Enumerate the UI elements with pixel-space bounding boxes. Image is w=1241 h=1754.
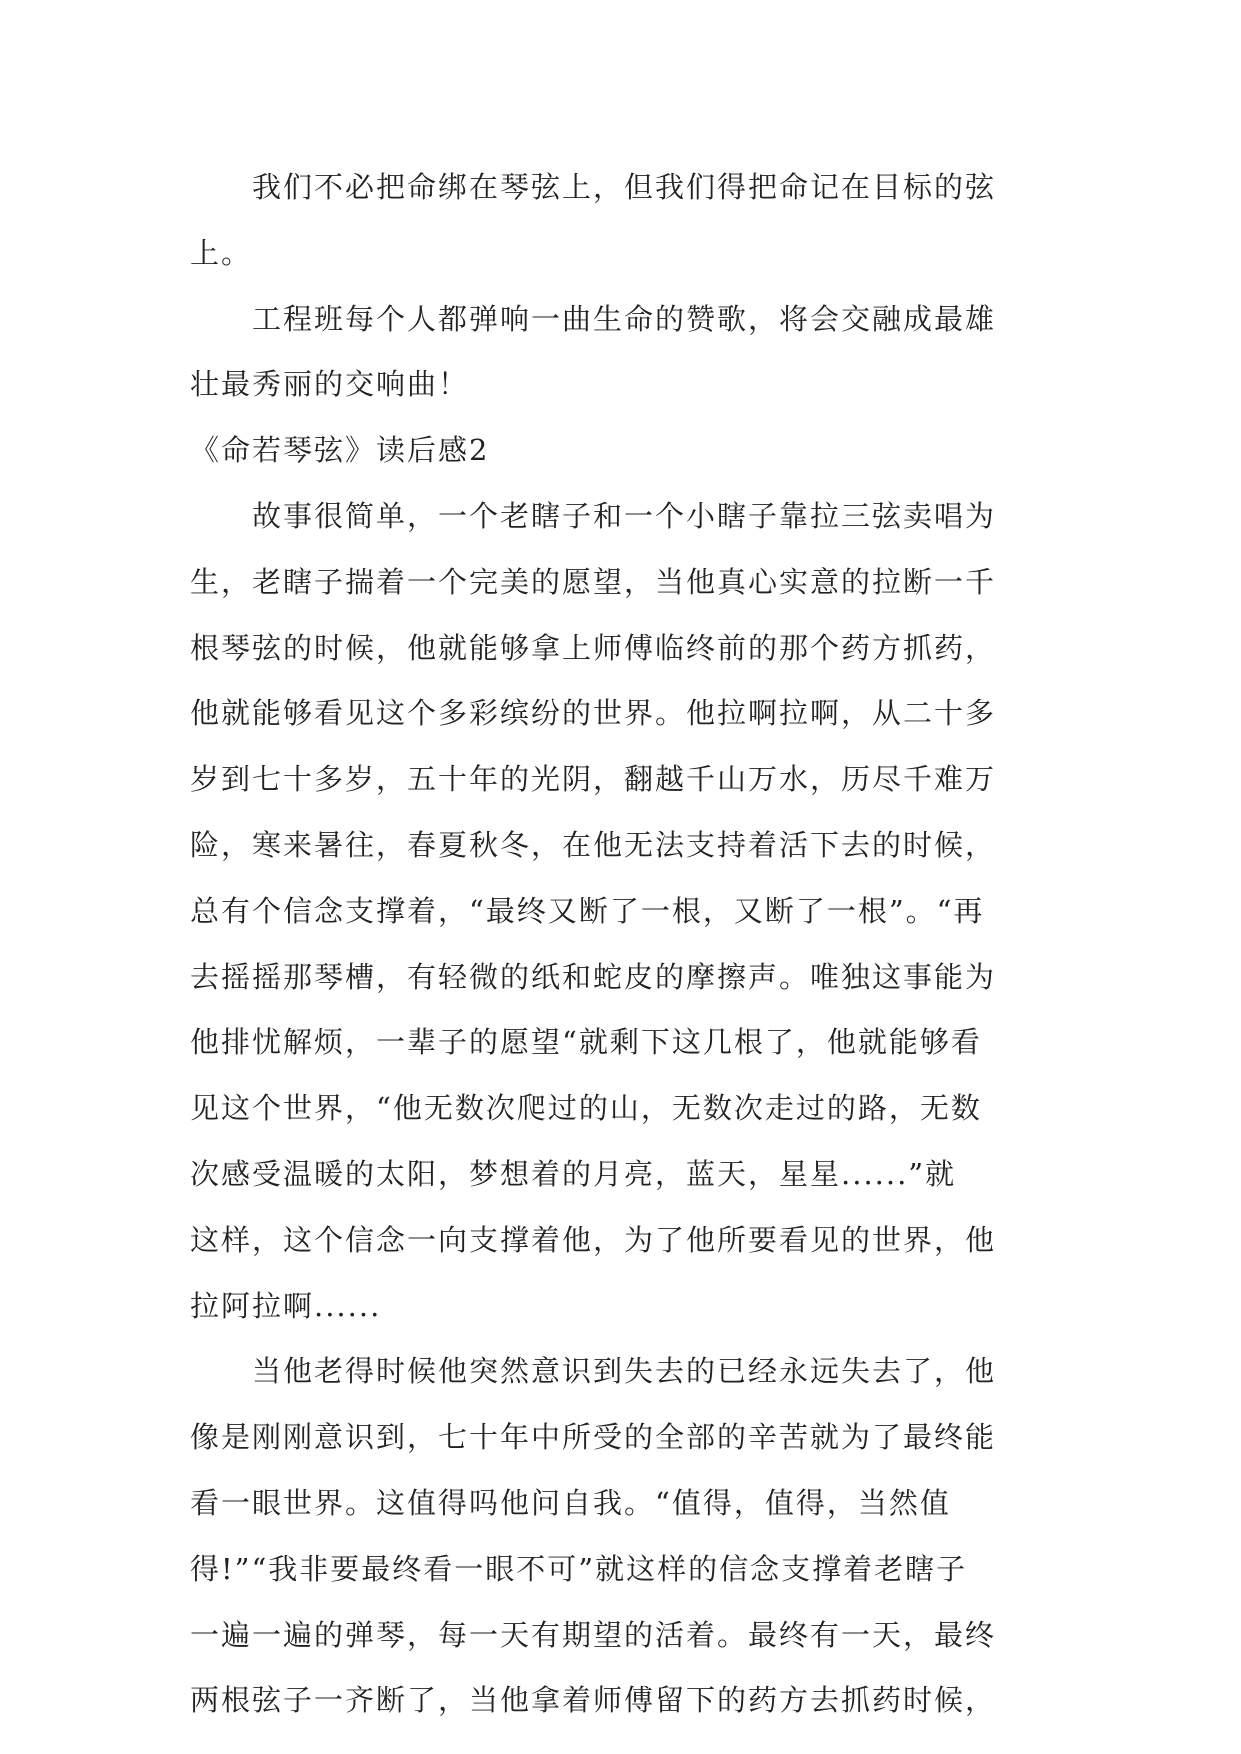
text-line: 拉阿拉啊...... <box>190 1288 382 1323</box>
document-body <box>190 155 1050 1734</box>
paragraph <box>190 155 1050 287</box>
text-line: 总有个信念支撑着，“最终又断了一根，又断了一根”。“再 <box>190 893 985 928</box>
text-line: 工程班每个人都弹响一曲生命的赞歌，将会交融成最雄 <box>190 301 997 336</box>
paragraph <box>190 484 1050 1339</box>
text-line: 上。 <box>190 235 253 270</box>
text-line: 他排忧解烦，一辈子的愿望“就剩下这几根了，他就能够看 <box>190 1025 982 1060</box>
text-line: 一遍一遍的弹琴，每一天有期望的活着。最终有一天，最终 <box>190 1617 997 1652</box>
text-line: 故事很简单，一个老瞎子和一个小瞎子靠拉三弦卖唱为 <box>190 498 997 533</box>
text-line: 他就能够看见这个多彩缤纷的世界。他拉啊拉啊，从二十多 <box>190 696 997 731</box>
paragraph <box>190 1339 1050 1734</box>
paragraph <box>190 287 1050 419</box>
text-line: 次感受温暖的太阳，梦想着的月亮，蓝天，星星......”就 <box>190 1156 957 1191</box>
heading-text: 《命若琴弦》读后感2 <box>190 433 490 468</box>
text-line: 看一眼世界。这值得吗他问自我。“值得，值得，当然值 <box>190 1485 951 1520</box>
text-line: 岁到七十多岁，五十年的光阴，翻越千山万水，历尽千难万 <box>190 762 997 797</box>
text-line: 根琴弦的时候，他就能够拿上师傅临终前的那个药方抓药， <box>190 630 997 665</box>
text-line: 生，老瞎子揣着一个完美的愿望，当他真心实意的拉断一千 <box>190 564 997 599</box>
text-line: 壮最秀丽的交响曲！ <box>190 367 470 402</box>
text-line: 险，寒来暑往，春夏秋冬，在他无法支持着活下去的时候， <box>190 827 997 862</box>
text-line: 当他老得时候他突然意识到失去的已经永远失去了，他 <box>190 1354 997 1389</box>
text-line: 见这个世界，“他无数次爬过的山，无数次走过的路，无数 <box>190 1091 982 1126</box>
section-heading <box>190 418 1050 484</box>
text-line: 去摇摇那琴槽，有轻微的纸和蛇皮的摩擦声。唯独这事能为 <box>190 959 997 994</box>
text-line: 我们不必把命绑在琴弦上，但我们得把命记在目标的弦 <box>190 170 997 204</box>
text-line: 两根弦子一齐断了，当他拿着师傅留下的药方去抓药时候， <box>190 1683 997 1718</box>
text-line: 像是刚刚意识到，七十年中所受的全部的辛苦就为了最终能 <box>190 1420 997 1455</box>
text-line: 得!”“我非要最终看一眼不可”就这样的信念支撑着老瞎子 <box>190 1551 968 1586</box>
text-line: 这样，这个信念一向支撑着他，为了他所要看见的世界，他 <box>190 1222 997 1257</box>
